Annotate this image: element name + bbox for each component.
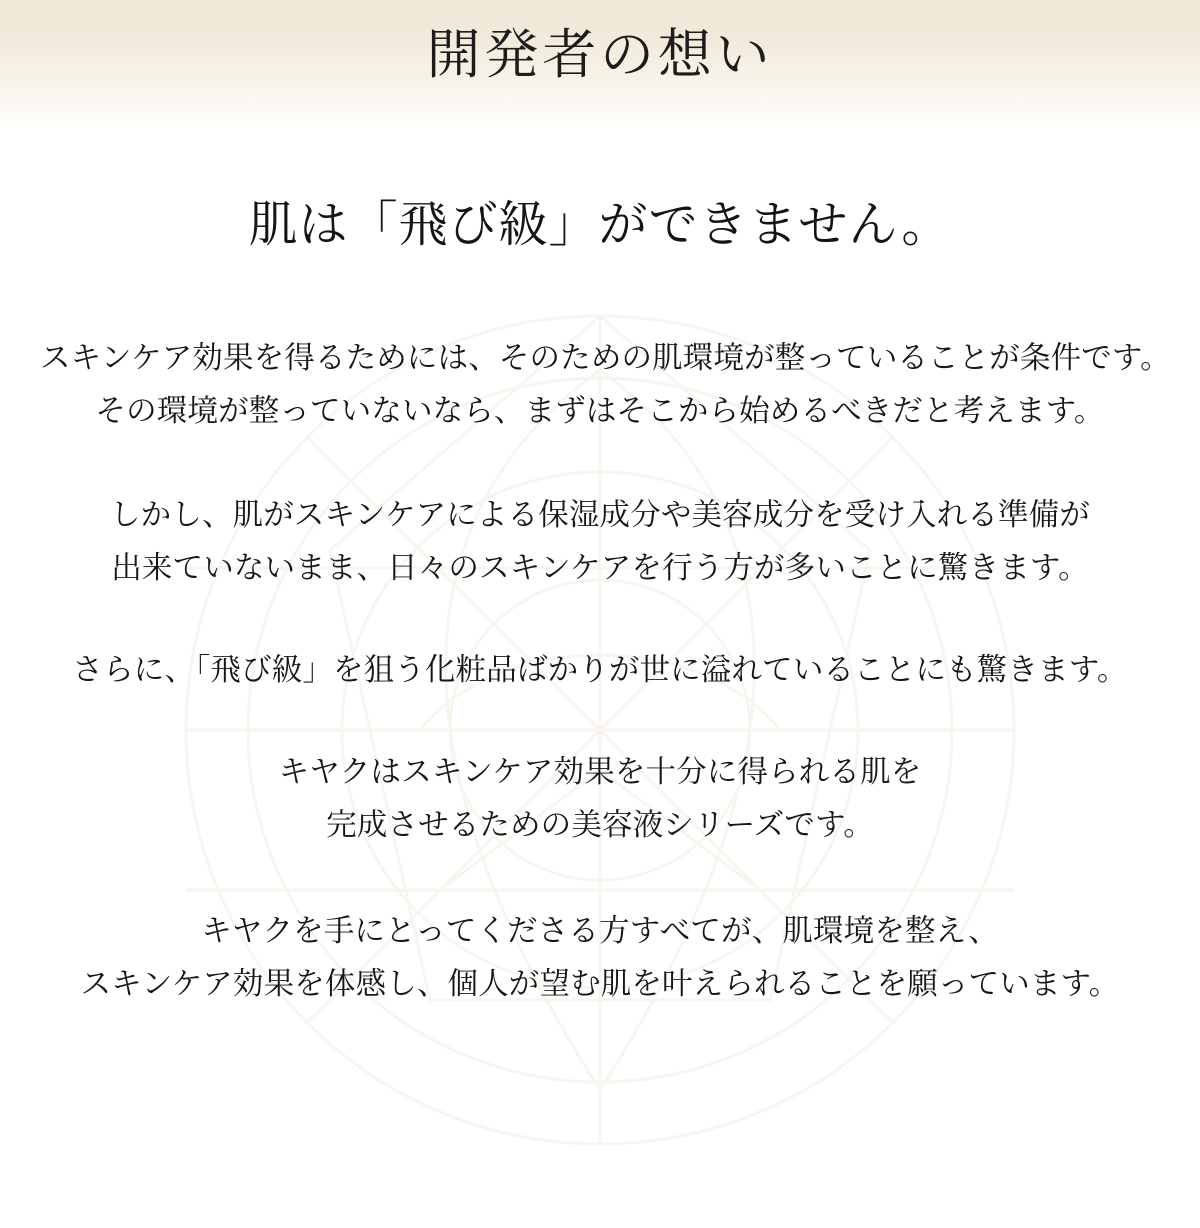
paragraph-line: キヤクを手にとってくださる方すべてが、肌環境を整え、 — [201, 914, 999, 949]
paragraph-5 — [40, 905, 1160, 1010]
paragraph-line: キヤクはスキンケア効果を十分に得られる肌を — [278, 755, 922, 790]
paragraph-line: 出来ていないまま、日々のスキンケアを行う方が多いことに驚きます。 — [111, 550, 1089, 585]
header-band — [0, 0, 1200, 130]
paragraph-1 — [40, 332, 1171, 437]
paragraph-3 — [40, 644, 1160, 696]
page-title: 開発者の想い — [426, 25, 774, 85]
paragraph-line: スキンケア効果を体感し、個人が望む肌を叶えられることを願っています。 — [80, 966, 1120, 1001]
headline: 肌は「飛び級」ができません。 — [248, 197, 952, 252]
paragraph-4 — [40, 746, 1160, 851]
main-content — [0, 192, 1200, 1010]
paragraph-line: 完成させるための美容液シリーズです。 — [326, 807, 874, 842]
paragraph-line: しかし、肌がスキンケアによる保湿成分や美容成分を受け入れる準備が — [110, 498, 1090, 533]
paragraph-2 — [40, 489, 1160, 594]
paragraph-line: さらに、「飛び級」を狙う化粧品ばかりが世に溢れていることにも驚きます。 — [72, 652, 1128, 687]
paragraph-line: スキンケア効果を得るためには、そのための肌環境が整っていることが条件です。 — [40, 341, 1171, 376]
paragraph-line: その環境が整っていないなら、まずはそこから始めるべきだと考えます。 — [95, 393, 1105, 428]
